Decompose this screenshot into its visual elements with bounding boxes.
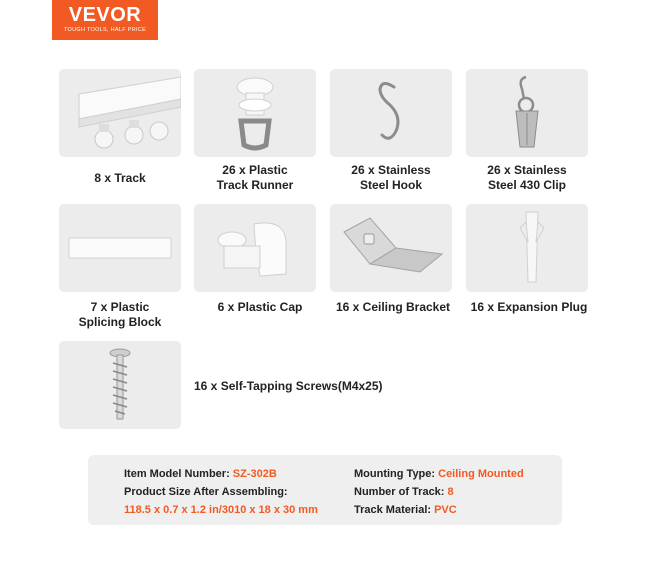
number-of-track: Number of Track: 8 bbox=[354, 486, 454, 498]
steel-hook-label: 26 x Stainless Steel Hook bbox=[351, 163, 431, 192]
expansion-plug-icon bbox=[466, 204, 588, 292]
splicing-block-icon bbox=[59, 204, 181, 292]
brand-name: VEVOR bbox=[68, 4, 142, 26]
screw-label: 16 x Self-Tapping Screws(M4x25) bbox=[194, 379, 383, 393]
ceiling-bracket-label: 16 x Ceiling Bracket bbox=[335, 300, 451, 314]
model-number: Item Model Number: SZ-302B bbox=[124, 468, 277, 480]
splicing-block-label: 7 x Plastic Splicing Block bbox=[78, 300, 162, 329]
track-tile bbox=[59, 69, 181, 157]
mounting-type: Mounting Type: Ceiling Mounted bbox=[354, 468, 524, 480]
track-runner-label: 26 x Plastic Track Runner bbox=[216, 163, 294, 192]
vevor-logo bbox=[52, 0, 158, 40]
plastic-cap-label: 6 x Plastic Cap bbox=[217, 300, 303, 314]
track-material: Track Material: PVC bbox=[354, 504, 457, 516]
track-icon bbox=[59, 69, 181, 157]
steel-hook-tile bbox=[330, 69, 452, 157]
plastic-cap-icon bbox=[194, 204, 316, 292]
steel-clip-tile bbox=[466, 69, 588, 157]
ceiling-bracket-icon bbox=[330, 204, 452, 292]
expansion-plug-tile bbox=[466, 204, 588, 292]
spec-panel bbox=[88, 455, 562, 525]
ceiling-bracket-tile bbox=[330, 204, 452, 292]
track-runner-icon bbox=[194, 69, 316, 157]
brand-tagline: TOUGH TOOLS, HALF PRICE bbox=[63, 27, 147, 33]
steel-hook-icon bbox=[330, 69, 452, 157]
product-size-label: Product Size After Assembling: bbox=[124, 486, 288, 498]
track-label: 8 x Track bbox=[94, 171, 146, 185]
steel-clip-icon bbox=[466, 69, 588, 157]
plastic-cap-tile bbox=[194, 204, 316, 292]
product-size-value: 118.5 x 0.7 x 1.2 in/3010 x 18 x 30 mm bbox=[124, 504, 318, 516]
expansion-plug-label: 16 x Expansion Plug bbox=[470, 300, 588, 314]
screw-icon bbox=[59, 341, 181, 429]
steel-clip-label: 26 x Stainless Steel 430 Clip bbox=[487, 163, 567, 192]
track-runner-tile bbox=[194, 69, 316, 157]
splicing-block-tile bbox=[59, 204, 181, 292]
screw-tile bbox=[59, 341, 181, 429]
